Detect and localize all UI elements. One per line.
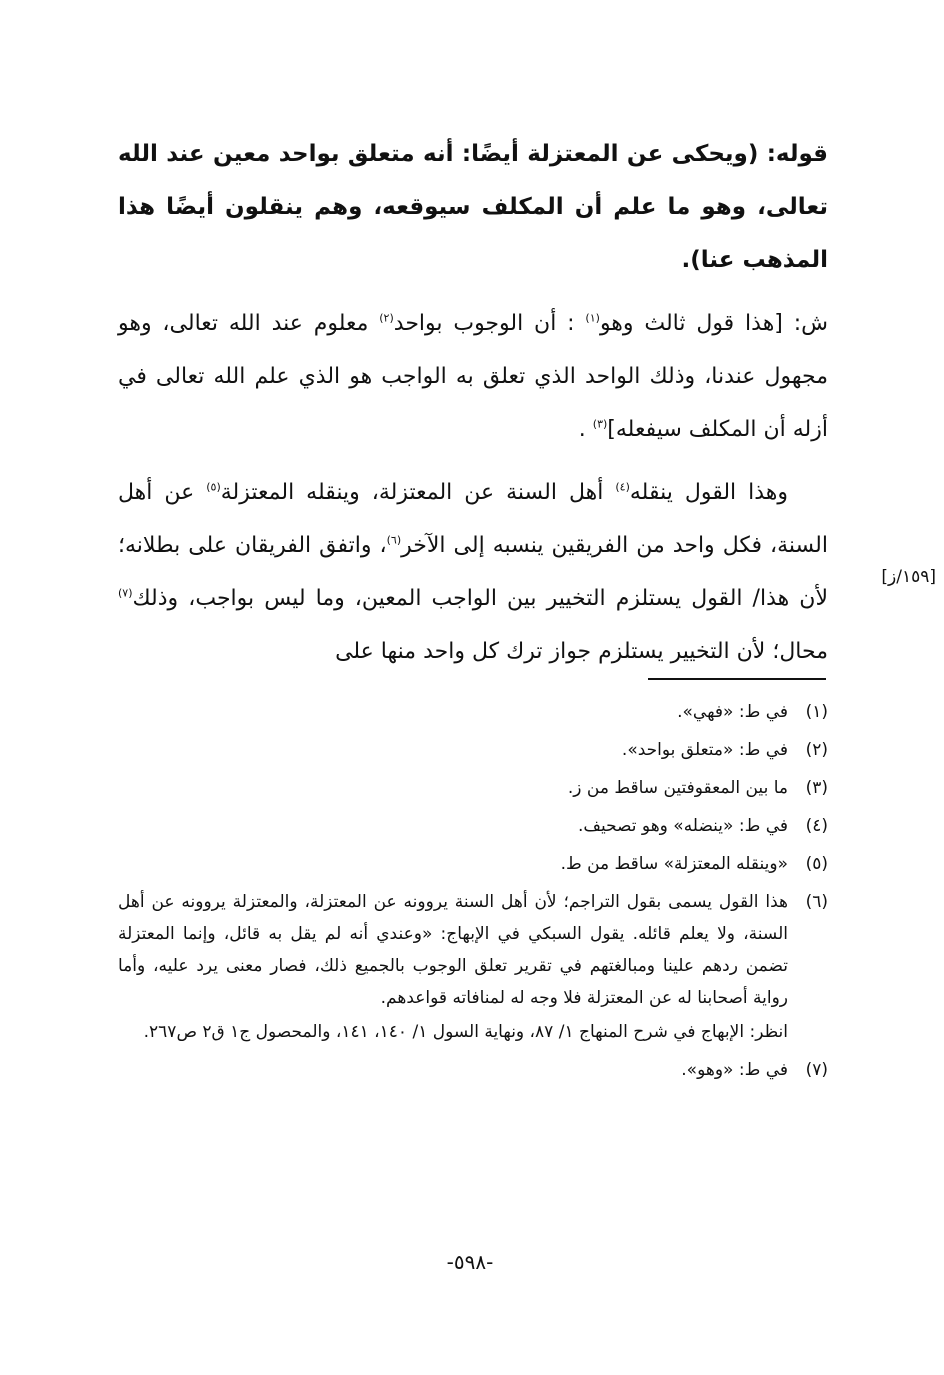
footnote-body (118, 886, 788, 1048)
quoted-statement (118, 128, 828, 287)
commentary-text-1: ش: [هذا قول ثالث وهو (599, 311, 828, 336)
footnote-text: في ط: «فهي». (677, 702, 788, 722)
page-number: -٥٩٨- (446, 1250, 494, 1274)
footnote-number: (٦) (805, 892, 828, 912)
footnote-ref-4[interactable]: (٤) (615, 480, 630, 494)
footnote-item (118, 886, 828, 1048)
footnote-item (118, 1054, 828, 1086)
quoted-statement-text: قوله: (ويحكى عن المعتزلة أيضًا: أنه متعلق بواحد معين عند الله تعالى، وهو ما علم أن المكلف سيوقعه، وهم ينقلون أيضًا هذا المذهب عنا). (118, 141, 828, 273)
footnote-text: في ط: «ينضله» وهو تصحيف. (577, 816, 788, 836)
commentary-text-4: . (578, 417, 586, 442)
footnote-item (118, 772, 828, 804)
footnote-number: (٤) (805, 816, 828, 836)
footnote-ref-6[interactable]: (٦) (386, 533, 402, 547)
footnote-number: (١) (805, 702, 828, 722)
discussion-text-1: وهذا القول ينقله (629, 480, 789, 505)
footnotes (118, 696, 828, 1092)
discussion-text-5: محال؛ لأن التخيير يستلزم جواز ترك كل واحد منها على (335, 639, 828, 664)
footnote-item (118, 696, 828, 728)
footnote-separator (648, 678, 826, 680)
footnote-text: في ط: «وهو». (681, 1060, 788, 1080)
manuscript-folio-marker: [١٥٩/ز] (881, 567, 936, 587)
footnote-ref-5[interactable]: (٥) (206, 480, 221, 494)
commentary-paragraph (118, 297, 828, 456)
footnote-text: هذا القول يسمى بقول التراجم؛ لأن أهل السنة يروونه عن المعتزلة، والمعتزلة يروونه عن أهل السنة، ولا يعلم قائله. يقول السبكي في الإبهاج: «وعندي أنه لم يقل به قائل، وإنما المعتزلة تضمن ردهم علينا ومبالغتهم في تقرير تعلق الوجوب بالجميع ذلك، فصار معنى يرد عليه، وأما رواية أصحابنا له عن المعتزلة فلا وجه له لمنافاته قواعدهم. (118, 892, 788, 1008)
discussion-text-2: أهل السنة عن المعتزلة، وينقله المعتزلة (220, 480, 604, 505)
footnote-reference: انظر: الإبهاج في شرح المنهاج ١/ ٨٧، ونهاية السول ١/ ١٤٠، ١٤١، والمحصول ج١ ق٢ ص٢٦٧. (143, 1022, 788, 1042)
discussion-text-3: عن أهل السنة، فكل واحد من الفريقين ينسبه إلى الآخر (118, 480, 829, 558)
discussion-paragraph (118, 466, 828, 678)
footnote-ref-2[interactable]: (٢) (379, 311, 394, 325)
footnote-ref-7[interactable]: (٧) (118, 586, 133, 600)
footnote-ref-1[interactable]: (١) (585, 311, 600, 325)
footnote-ref-3[interactable]: (٣) (592, 417, 608, 431)
footnote-item (118, 810, 828, 842)
footnote-number: (٢) (805, 740, 828, 760)
footnote-number: (٧) (805, 1060, 828, 1080)
discussion-text-4: ، واتفق الفريقان على بطلانه؛ لأن هذا/ القول يستلزم التخيير بين الواجب المعين، وما ليس بواجب، وذلك (118, 533, 828, 611)
footnote-number: (٥) (805, 854, 828, 874)
footnote-text: في ط: «متعلق بواحد». (621, 740, 788, 760)
footnote-number: (٣) (805, 778, 828, 798)
footnote-text: ما بين المعقوفتين ساقط من ز. (567, 778, 788, 798)
commentary-text-3: معلوم عند الله تعالى، وهو مجهول عندنا، وذلك الواحد الذي تعلق به الواجب هو الذي علم الله تعالى في أزله أن المكلف سيفعله] (118, 311, 828, 442)
main-text (118, 128, 828, 688)
footnote-item (118, 848, 828, 880)
commentary-text-2: : أن الوجوب بواحد (393, 311, 575, 336)
footnote-item (118, 734, 828, 766)
footnote-text: «وينقله المعتزلة» ساقط من ط. (560, 854, 788, 874)
